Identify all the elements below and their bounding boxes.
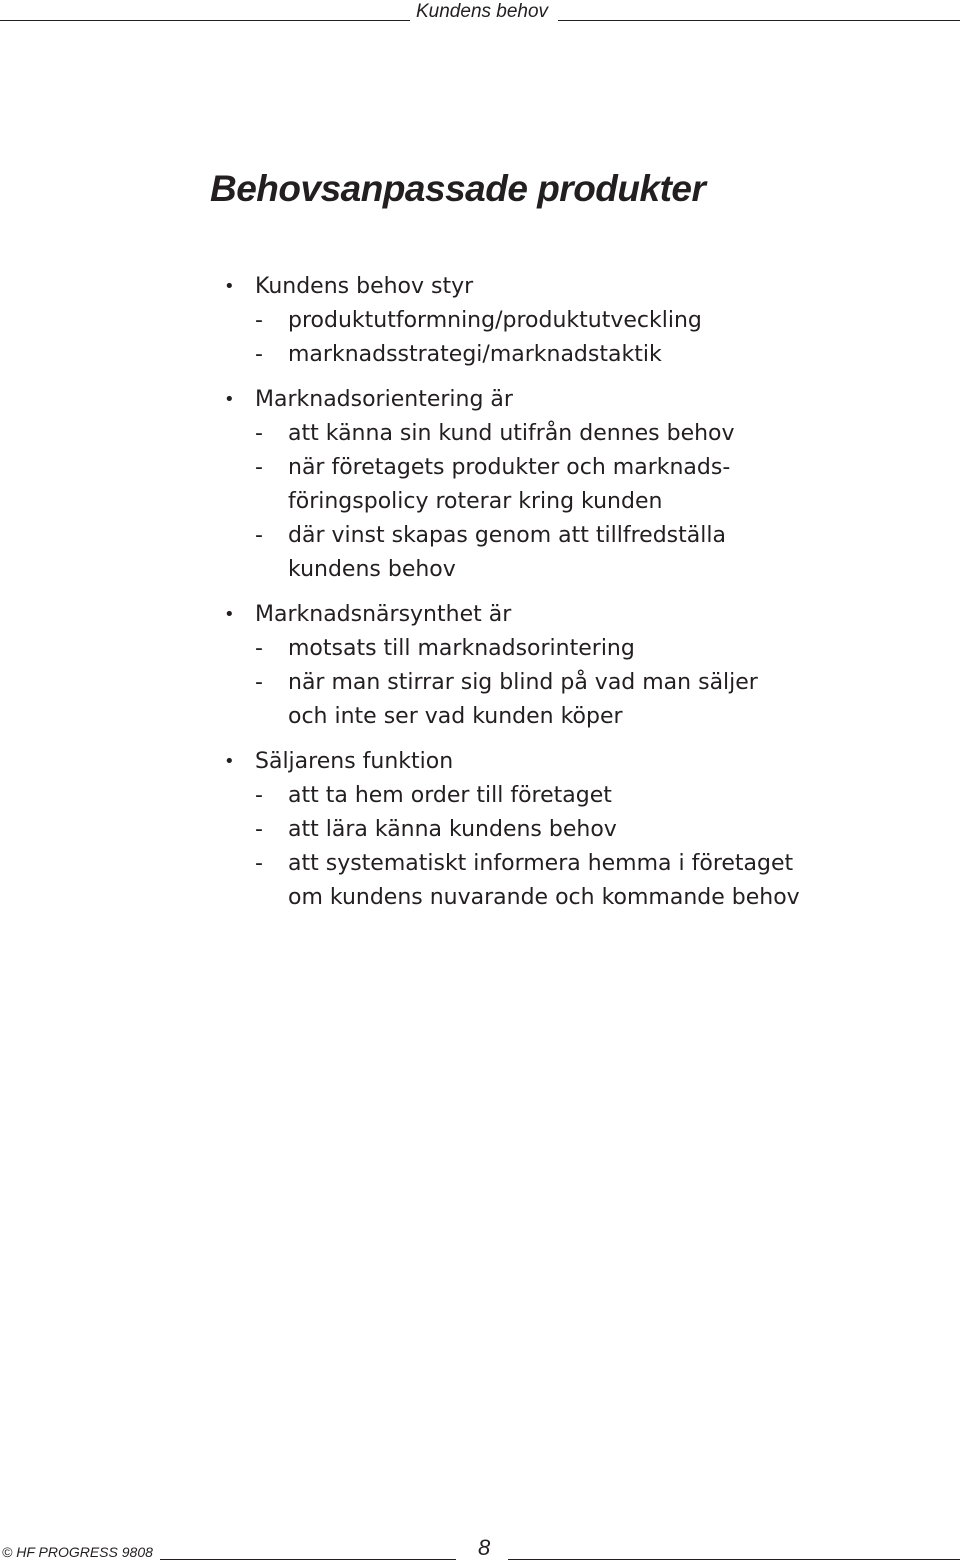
footer-copyright: © HF PROGRESS 9808 bbox=[2, 1544, 153, 1560]
bullet-text: Marknadsorientering är bbox=[255, 387, 513, 412]
dash-icon: - bbox=[255, 636, 263, 661]
header-rule-left bbox=[0, 20, 410, 21]
sub-item-text: att ta hem order till företaget bbox=[288, 783, 612, 808]
list-section bbox=[224, 270, 924, 372]
sub-item-text: motsats till marknadsorintering bbox=[288, 636, 635, 661]
bullet-icon: • bbox=[224, 276, 235, 297]
dash-icon: - bbox=[255, 817, 263, 842]
sub-item-text: och inte ser vad kunden köper bbox=[288, 704, 623, 729]
bullet-text: Säljarens funktion bbox=[255, 749, 454, 774]
list-section bbox=[224, 745, 924, 915]
bullet-list bbox=[224, 270, 924, 926]
bullet-item bbox=[224, 598, 924, 632]
bullet-text: Kundens behov styr bbox=[255, 274, 474, 299]
sub-item-text: att känna sin kund utifrån dennes behov bbox=[288, 421, 735, 446]
dash-icon: - bbox=[255, 670, 263, 695]
sub-item-text: marknadsstrategi/marknadstaktik bbox=[288, 342, 662, 367]
page-header bbox=[0, 0, 960, 30]
bullet-icon: • bbox=[224, 604, 235, 625]
sub-item-text: om kundens nuvarande och kommande behov bbox=[288, 885, 800, 910]
dash-icon: - bbox=[255, 342, 263, 367]
bullet-text: Marknadsnärsynthet är bbox=[255, 602, 512, 627]
bullet-icon: • bbox=[224, 389, 235, 410]
page-number: 8 bbox=[478, 1535, 491, 1560]
dash-icon: - bbox=[255, 308, 263, 333]
footer-rule-right bbox=[508, 1559, 960, 1560]
dash-icon: - bbox=[255, 455, 263, 480]
sub-list-item bbox=[224, 632, 924, 666]
sub-list-item bbox=[224, 451, 924, 519]
bullet-item bbox=[224, 270, 924, 304]
sub-item-text: föringspolicy roterar kring kunden bbox=[288, 489, 663, 514]
sub-item-text: att systematiskt informera hemma i företaget bbox=[288, 851, 794, 876]
dash-icon: - bbox=[255, 783, 263, 808]
sub-item-text: när företagets produkter och marknads- bbox=[288, 455, 731, 480]
dash-icon: - bbox=[255, 523, 263, 548]
header-title: Kundens behov bbox=[416, 1, 549, 22]
sub-item-text: produktutformning/produktutveckling bbox=[288, 308, 702, 333]
sub-list-item bbox=[224, 417, 924, 451]
header-rule-right bbox=[558, 20, 960, 21]
bullet-item bbox=[224, 383, 924, 417]
dash-icon: - bbox=[255, 421, 263, 446]
sub-list-item bbox=[224, 779, 924, 813]
sub-item-text: när man stirrar sig blind på vad man säljer bbox=[288, 670, 758, 695]
dash-icon: - bbox=[255, 851, 263, 876]
sub-list-item bbox=[224, 847, 924, 915]
page-title: Behovsanpassade produkter bbox=[210, 168, 706, 209]
sub-list-item bbox=[224, 813, 924, 847]
list-section bbox=[224, 383, 924, 587]
bullet-icon: • bbox=[224, 751, 235, 772]
sub-list-item bbox=[224, 338, 924, 372]
sub-list-item bbox=[224, 304, 924, 338]
footer-rule-left bbox=[160, 1559, 456, 1560]
bullet-item bbox=[224, 745, 924, 779]
list-section bbox=[224, 598, 924, 734]
sub-item-text: där vinst skapas genom att tillfredställa bbox=[288, 523, 726, 548]
sub-list-item bbox=[224, 519, 924, 587]
sub-item-text: att lära känna kundens behov bbox=[288, 817, 617, 842]
sub-item-text: kundens behov bbox=[288, 557, 456, 582]
sub-list-item bbox=[224, 666, 924, 734]
